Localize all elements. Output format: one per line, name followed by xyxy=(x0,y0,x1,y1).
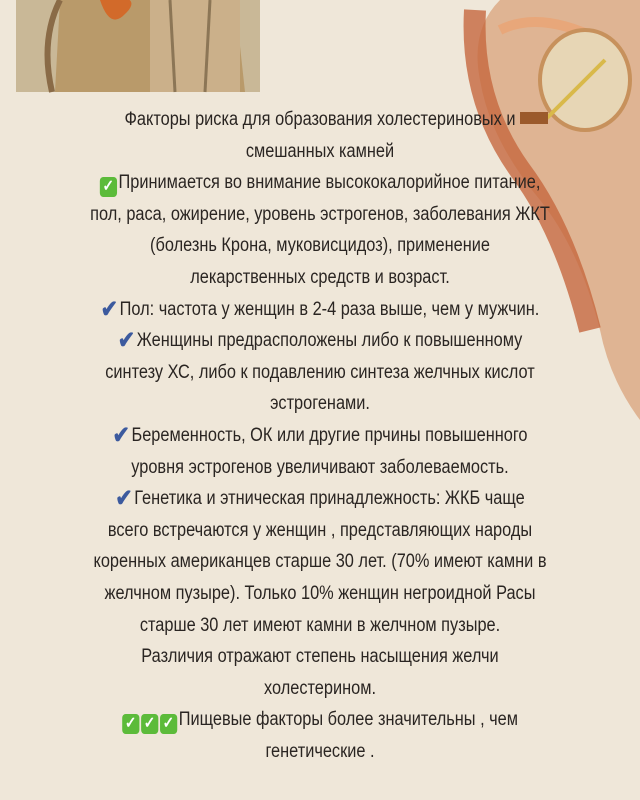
pregnancy-line: уровня эстрогенов увеличивают заболеваемость. xyxy=(131,456,509,478)
title-line-1: Факторы риска для образования холестериновых и xyxy=(124,109,516,130)
green-check-icon: ✓ xyxy=(160,714,177,734)
gender-line: ✔Пол: частота у женщин в 2-4 раза выше, чем у мужчин. xyxy=(62,294,578,326)
genetics-line: всего встречаются у женщин , представляющих народы xyxy=(107,519,533,541)
women-line: эстрогенами. xyxy=(270,393,370,415)
genetics-line: ✔Генетика и этническая принадлежность: ЖКБ чаще xyxy=(62,483,578,515)
blue-check-icon: ✔ xyxy=(117,327,136,355)
green-check-icon: ✓ xyxy=(100,177,117,197)
blue-check-icon: ✔ xyxy=(112,421,130,449)
diet-line: генетические . xyxy=(265,740,375,762)
blue-check-icon: ✔ xyxy=(115,485,133,513)
factor-line: ✓ Принимается во внимание высококалорийное питание, xyxy=(62,167,578,199)
women-line: синтезу ХС, либо к подавлению синтеза желчных кислот xyxy=(105,361,535,383)
article-text xyxy=(62,104,578,767)
factor-line: пол, раса, ожирение, уровень эстрогенов, заболевания ЖКТ xyxy=(90,203,550,225)
blue-check-icon: ✔ xyxy=(100,295,118,323)
factor-line: (болезнь Крона, муковисцидоз), применение xyxy=(150,235,490,257)
pregnancy-line: ✔Беременность, ОК или другие прчины повышенного xyxy=(62,420,578,452)
genetics-line: холестерином. xyxy=(263,677,376,699)
title-line-2: смешанных камней xyxy=(245,140,395,162)
genetics-line: коренных американцев старше 30 лет. (70% имеют камни в xyxy=(93,551,547,573)
green-check-icon: ✓ xyxy=(122,714,139,734)
human-figure-image xyxy=(16,0,260,92)
factor-line: лекарственных средств и возраст. xyxy=(190,266,450,288)
diet-line: ✓ ✓ ✓ Пищевые факторы более значительны , чем xyxy=(62,704,578,736)
genetics-line: желчном пузыре). Только 10% женщин негроидной Расы xyxy=(104,582,536,604)
women-line: ✔Женщины предрасположены либо к повышенному xyxy=(62,325,578,357)
genetics-line: старше 30 лет имеют камни в желчном пузыре. xyxy=(139,614,501,636)
genetics-line: Различия отражают степень насыщения желчи xyxy=(141,646,499,668)
green-check-icon: ✓ xyxy=(141,714,158,734)
